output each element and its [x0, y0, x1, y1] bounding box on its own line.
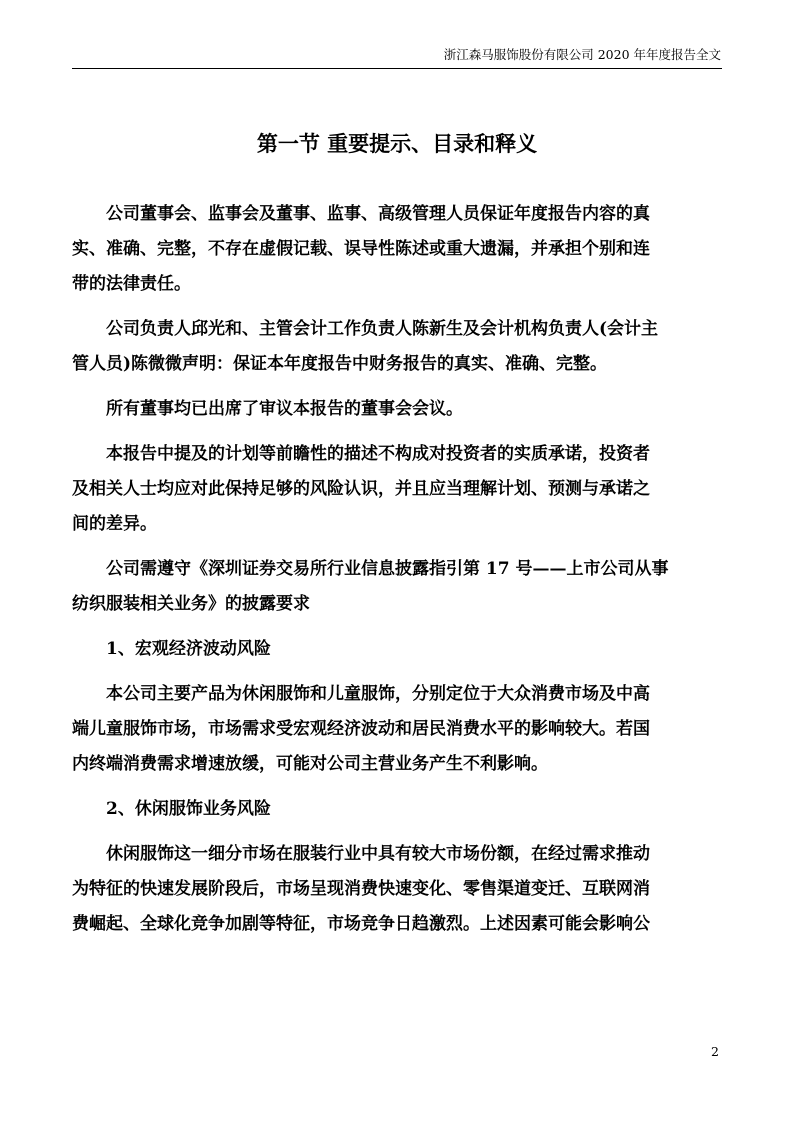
text-line: 公司需遵守《深圳证券交易所行业信息披露指引第 17 号——上市公司从事: [106, 559, 669, 579]
text-line: 带的法律责任。: [72, 274, 191, 294]
text-line: 本公司主要产品为休闲服饰和儿童服饰，分别定位于大众消费市场及中高: [106, 684, 650, 704]
text-line: 公司负责人邱光和、主管会计工作负责人陈新生及会计机构负责人(会计主: [106, 319, 659, 339]
running-header: 浙江森马服饰股份有限公司 2020 年年度报告全文: [443, 47, 721, 62]
paragraph-board-attendance: [72, 392, 723, 427]
text-line: 端儿童服饰市场，市场需求受宏观经济波动和居民消费水平的影响较大。若国: [72, 719, 650, 739]
text-line: 间的差异。: [72, 514, 157, 534]
text-line: 1、宏观经济波动风险: [106, 639, 271, 659]
paragraph-disclosure-guideline: [72, 552, 723, 622]
text-line: 所有董事均已出席了审议本报告的董事会会议。: [106, 399, 463, 419]
paragraph-board-guarantee: [72, 197, 723, 302]
text-line: 实、准确、完整，不存在虚假记载、误导性陈述或重大遗漏，并承担个别和连: [72, 239, 650, 259]
risk-heading-casual-wear: [72, 792, 723, 827]
paragraph-officers-statement: [72, 312, 723, 382]
text-line: 为特征的快速发展阶段后，市场呈现消费快速变化、零售渠道变迁、互联网消: [72, 879, 650, 899]
text-line: 费崛起、全球化竞争加剧等特征，市场竞争日趋激烈。上述因素可能会影响公: [72, 914, 650, 934]
paragraph-casual-wear-risk: [72, 837, 723, 942]
section-title: 第一节 重要提示、目录和释义: [256, 131, 538, 156]
paragraph-forward-looking: [72, 437, 723, 542]
header-rule: [72, 68, 722, 69]
text-line: 2、休闲服饰业务风险: [106, 799, 271, 819]
page-number: 2: [711, 1044, 719, 1059]
text-line: 休闲服饰这一细分市场在服装行业中具有较大市场份额，在经过需求推动: [106, 844, 650, 864]
text-line: 公司董事会、监事会及董事、监事、高级管理人员保证年度报告内容的真: [106, 204, 650, 224]
text-line: 管人员)陈微微声明：保证本年度报告中财务报告的真实、准确、完整。: [72, 354, 608, 374]
text-line: 本报告中提及的计划等前瞻性的描述不构成对投资者的实质承诺，投资者: [106, 444, 650, 464]
text-line: 及相关人士均应对此保持足够的风险认识，并且应当理解计划、预测与承诺之: [72, 479, 650, 499]
paragraph-macro-risk: [72, 677, 723, 782]
text-line: 纺织服装相关业务》的披露要求: [72, 594, 310, 614]
document-body: [72, 197, 723, 952]
text-line: 内终端消费需求增速放缓，可能对公司主营业务产生不利影响。: [72, 754, 548, 774]
risk-heading-macro: [72, 632, 723, 667]
